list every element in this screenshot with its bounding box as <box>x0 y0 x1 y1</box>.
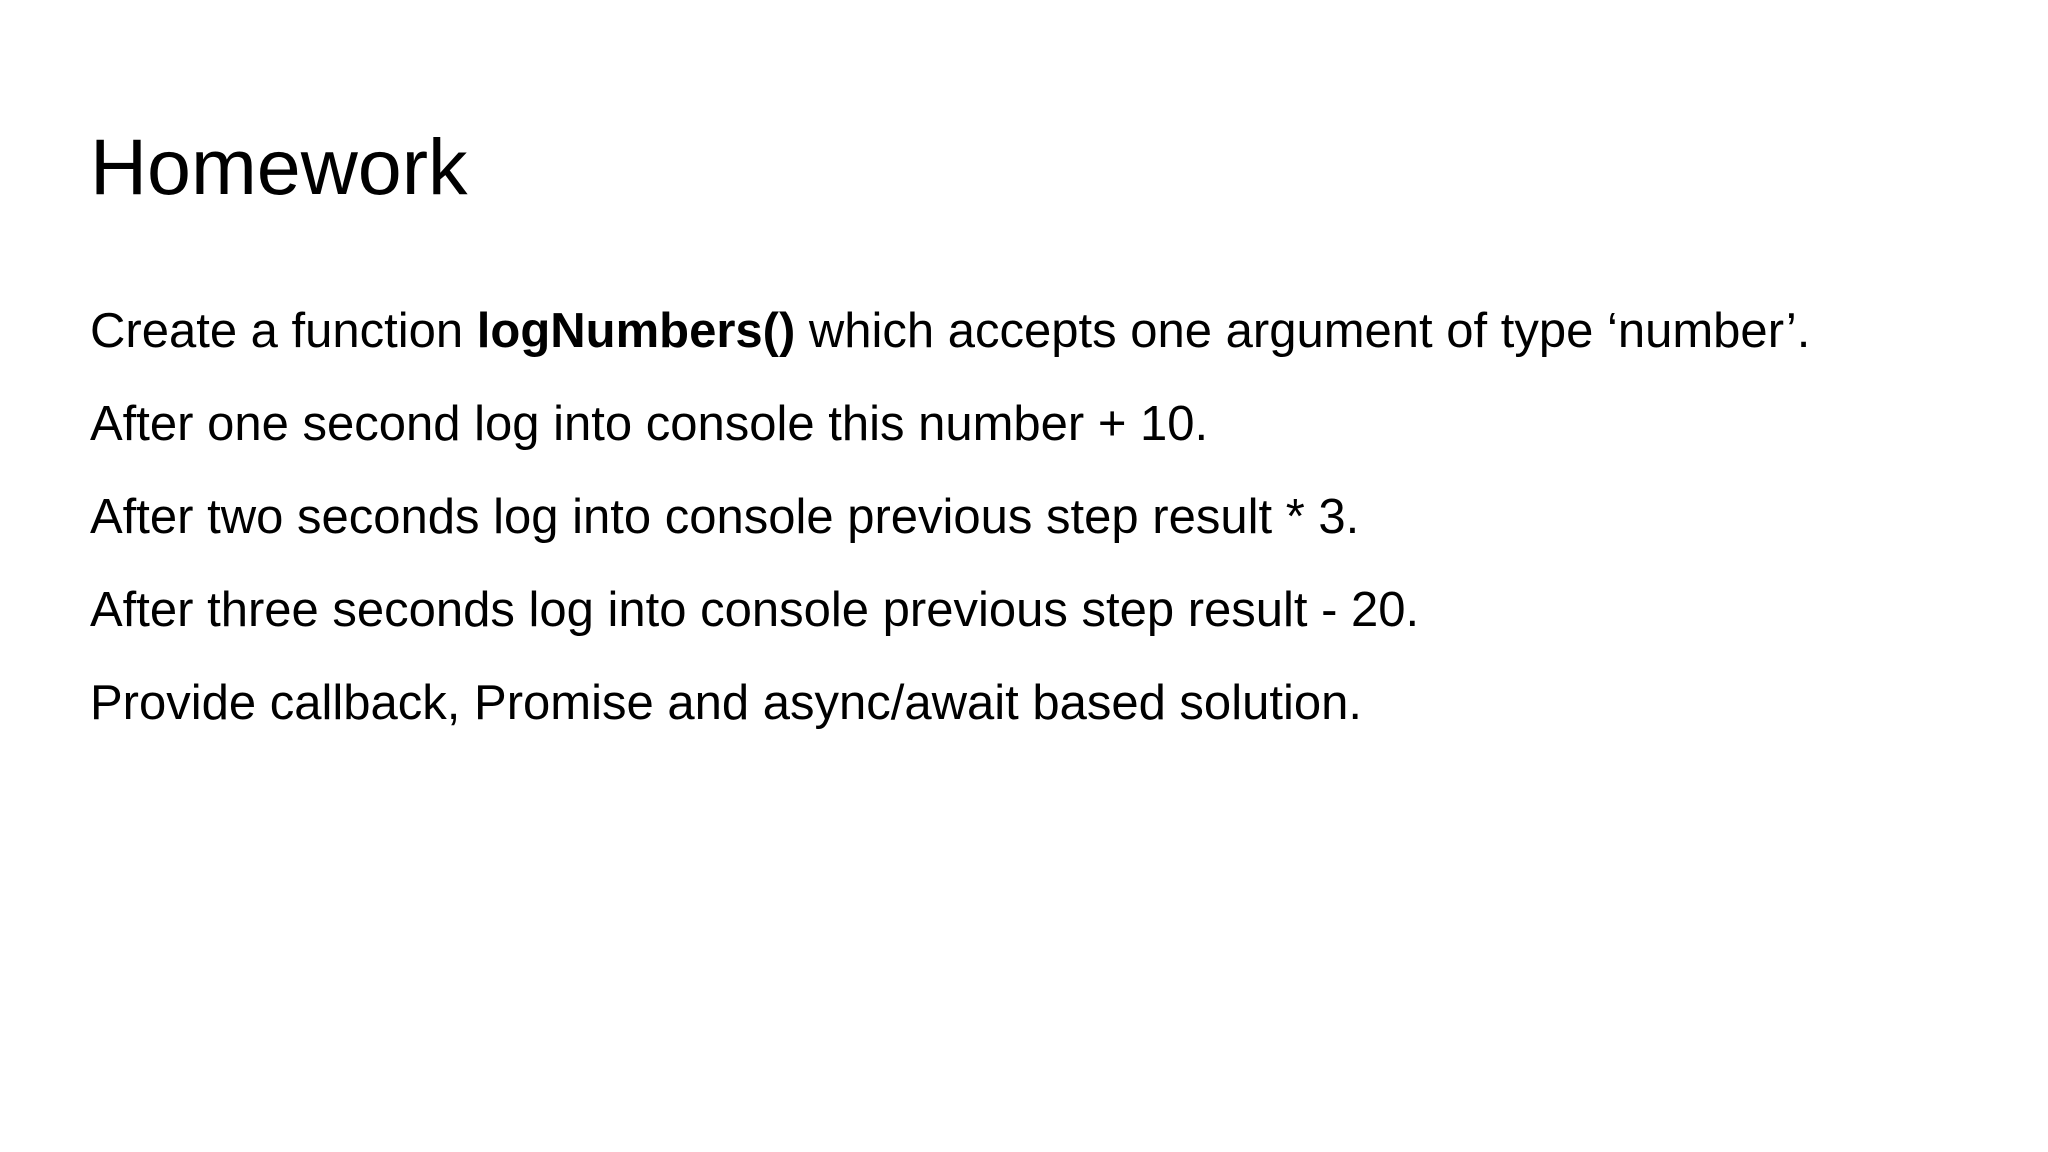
task-line-step-3: After three seconds log into console previous step result - 20. <box>90 583 1420 637</box>
task-line-function <box>90 302 2010 395</box>
slide-title: Homework <box>90 122 468 211</box>
task-line-step-2: After two seconds log into console previous step result * 3. <box>90 490 1360 544</box>
slide-body <box>90 302 2010 767</box>
task-text-before: Create a function <box>90 304 477 358</box>
task-line-step-1: After one second log into console this number + 10. <box>90 397 1209 451</box>
function-name: logNumbers() <box>476 304 796 358</box>
task-line-solutions: Provide callback, Promise and async/await based solution. <box>90 676 1362 730</box>
task-text-after: which accepts one argument of type ‘number’. <box>795 304 1811 358</box>
